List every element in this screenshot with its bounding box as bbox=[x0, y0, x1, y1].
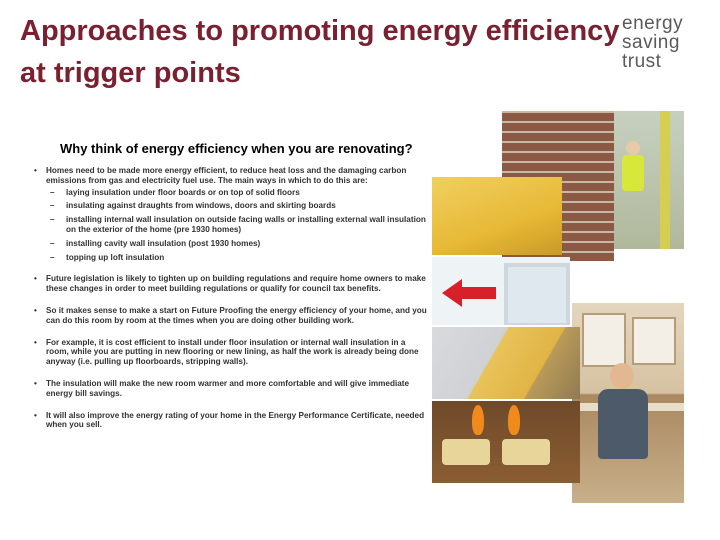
worker-scaffolding-photo bbox=[614, 111, 684, 249]
bullet-item: • For example, it is cost efficient to install under floor insulation or internal wall insulation in a room, while you are putting in new flooring or new lining, as half the work is already being done anyway (i.e. pulling up floorboards, stripping walls). bbox=[30, 338, 430, 367]
bullet-list bbox=[30, 166, 430, 430]
logo-line-2: saving bbox=[622, 32, 680, 53]
bullet-item bbox=[30, 166, 430, 262]
sub-bullet-item: – insulating against draughts from windows, doors and skirting boards bbox=[46, 201, 430, 211]
flame-icon bbox=[472, 405, 484, 435]
slide-content bbox=[30, 133, 684, 503]
sub-bullet-item: – installing internal wall insulation on outside facing walls or installing external wall insulation on the exterior of the home (pre 1930 homes) bbox=[46, 215, 430, 235]
photo-collage bbox=[402, 133, 684, 503]
logo-line-3: trust bbox=[622, 51, 662, 72]
bullet-item: • So it makes sense to make a start on Future Proofing the energy efficiency of your home, and you can do this room by room at the times when you are doing other building work. bbox=[30, 306, 430, 326]
bullet-item: • It will also improve the energy rating of your home in the Energy Performance Certificate, needed when you sell. bbox=[30, 411, 430, 431]
text-panel bbox=[30, 133, 430, 442]
sub-bullet-item: – installing cavity wall insulation (post 1930 homes) bbox=[46, 239, 430, 249]
sub-bullet-item: – topping up loft insulation bbox=[46, 253, 430, 263]
content-subheading: Why think of energy efficiency when you are renovating? bbox=[60, 141, 413, 156]
bullet-text: Homes need to be made more energy efficient, to reduce heat loss and the damaging carbon emissions from gas and electricity fuel use. The main ways in which to do this are: bbox=[46, 166, 407, 185]
red-arrow-icon bbox=[442, 279, 462, 307]
logo-line-1: energy bbox=[622, 13, 684, 34]
insulation-board-photo bbox=[432, 177, 562, 255]
slide-title-line-1: Approaches to promoting energy efficiency bbox=[20, 15, 620, 47]
underfloor-insulation-photo bbox=[432, 401, 580, 483]
slide-title-line-2: at trigger points bbox=[20, 57, 241, 89]
man-in-kitchen-photo bbox=[596, 361, 650, 481]
bullet-item: • Future legislation is likely to tighten up on building regulations and require home owners to make these changes in order to meet building regulations or qualify for council tax benefits. bbox=[30, 274, 430, 294]
flame-icon bbox=[508, 405, 520, 435]
slide-title bbox=[20, 10, 700, 94]
wall-insulation-photo bbox=[432, 327, 580, 399]
energy-saving-trust-logo bbox=[622, 14, 704, 71]
bullet-item: • The insulation will make the new room warmer and more comfortable and will give immediate energy bill savings. bbox=[30, 379, 430, 399]
sub-bullet-list bbox=[46, 188, 430, 263]
window-arrow-photo bbox=[432, 257, 570, 325]
sub-bullet-item: – laying insulation under floor boards or on top of solid floors bbox=[46, 188, 430, 198]
